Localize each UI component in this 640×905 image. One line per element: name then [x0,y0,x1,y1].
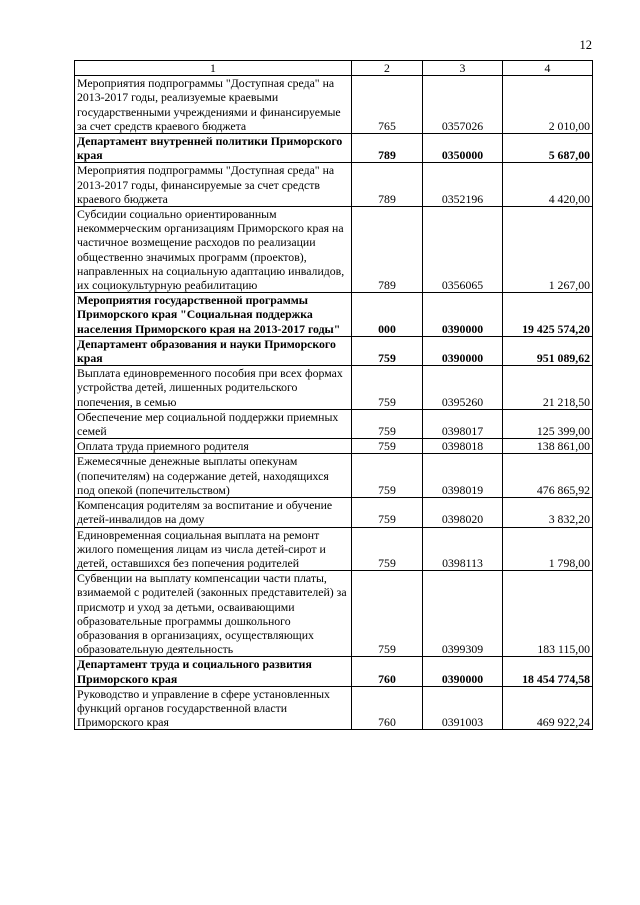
row-name-cell: Мероприятия подпрограммы "Доступная среда" на 2013-2017 годы, реализуемые краевыми государственными учреждениями и финансируемые за счет средств краевого бюджета [75,76,352,134]
row-name-cell: Департамент внутренней политики Приморского края [75,134,352,163]
row-admin-cell: 759 [352,366,423,410]
table-row [75,293,593,337]
page-number: 12 [579,38,592,52]
table-row [75,571,593,657]
row-admin-cell: 000 [352,293,423,337]
header-cell-2: 2 [352,61,423,76]
table-row [75,686,593,730]
row-code-cell: 0352196 [423,163,503,207]
row-code-cell: 0395260 [423,366,503,410]
table-row [75,454,593,498]
row-amount-cell: 1 267,00 [503,207,593,293]
row-name-cell: Оплата труда приемного родителя [75,439,352,454]
row-name-cell: Мероприятия подпрограммы "Доступная среда" на 2013-2017 годы, финансируемые за счет средств краевого бюджета [75,163,352,207]
row-name-cell: Субсидии социально ориентированным некоммерческим организациям Приморского края на частичное возмещение расходов по реализации общественно значимых программ (проектов), направленных на социальную адаптацию инвалидов, их социокультурную реабилитацию [75,207,352,293]
row-code-cell: 0398113 [423,527,503,571]
table-row [75,76,593,134]
row-admin-cell: 759 [352,527,423,571]
row-code-cell: 0398017 [423,409,503,438]
table-row [75,134,593,163]
row-amount-cell: 21 218,50 [503,366,593,410]
row-code-cell: 0399309 [423,571,503,657]
budget-table [74,60,593,730]
row-name-cell: Единовременная социальная выплата на ремонт жилого помещения лицам из числа детей-сирот и детей, оставшихся без попечения родителей [75,527,352,571]
row-name-cell: Ежемесячные денежные выплаты опекунам (попечителям) на содержание детей, находящихся под опекой (попечительством) [75,454,352,498]
row-admin-cell: 759 [352,498,423,527]
row-amount-cell: 183 115,00 [503,571,593,657]
table-row [75,409,593,438]
row-name-cell: Мероприятия государственной программы Приморского края "Социальная поддержка населения Приморского края на 2013-2017 годы" [75,293,352,337]
row-code-cell: 0398018 [423,439,503,454]
table-row [75,498,593,527]
row-amount-cell: 138 861,00 [503,439,593,454]
row-amount-cell: 2 010,00 [503,76,593,134]
row-code-cell: 0356065 [423,207,503,293]
row-admin-cell: 760 [352,686,423,730]
row-code-cell: 0350000 [423,134,503,163]
table-row [75,439,593,454]
row-code-cell: 0390000 [423,293,503,337]
header-cell-4: 4 [503,61,593,76]
row-amount-cell: 5 687,00 [503,134,593,163]
header-cell-3: 3 [423,61,503,76]
row-admin-cell: 789 [352,134,423,163]
row-amount-cell: 951 089,62 [503,336,593,365]
table-row [75,163,593,207]
row-code-cell: 0357026 [423,76,503,134]
table-header-row [75,61,593,76]
row-admin-cell: 789 [352,163,423,207]
row-admin-cell: 759 [352,571,423,657]
row-amount-cell: 3 832,20 [503,498,593,527]
row-name-cell: Департамент труда и социального развития Приморского края [75,657,352,686]
row-admin-cell: 759 [352,336,423,365]
row-code-cell: 0398020 [423,498,503,527]
row-amount-cell: 19 425 574,20 [503,293,593,337]
row-admin-cell: 759 [352,409,423,438]
row-admin-cell: 789 [352,207,423,293]
row-admin-cell: 759 [352,439,423,454]
row-code-cell: 0391003 [423,686,503,730]
row-amount-cell: 125 399,00 [503,409,593,438]
row-name-cell: Обеспечение мер социальной поддержки приемных семей [75,409,352,438]
row-admin-cell: 760 [352,657,423,686]
row-admin-cell: 765 [352,76,423,134]
row-admin-cell: 759 [352,454,423,498]
row-amount-cell: 469 922,24 [503,686,593,730]
header-cell-1: 1 [75,61,352,76]
row-name-cell: Департамент образования и науки Приморского края [75,336,352,365]
row-name-cell: Руководство и управление в сфере установленных функций органов государственной власти Приморского края [75,686,352,730]
row-code-cell: 0390000 [423,657,503,686]
row-amount-cell: 476 865,92 [503,454,593,498]
row-code-cell: 0398019 [423,454,503,498]
row-code-cell: 0390000 [423,336,503,365]
row-name-cell: Компенсация родителям за воспитание и обучение детей-инвалидов на дому [75,498,352,527]
row-amount-cell: 18 454 774,58 [503,657,593,686]
row-amount-cell: 1 798,00 [503,527,593,571]
table-row [75,527,593,571]
table-row [75,657,593,686]
table-row [75,336,593,365]
table-row [75,207,593,293]
table-row [75,366,593,410]
row-amount-cell: 4 420,00 [503,163,593,207]
row-name-cell: Выплата единовременного пособия при всех формах устройства детей, лишенных родительского попечения, в семью [75,366,352,410]
row-name-cell: Субвенции на выплату компенсации части платы, взимаемой с родителей (законных представителей) за присмотр и уход за детьми, осваивающими образовательные программы дошкольного образования в организациях, осуществляющих образовательную деятельность [75,571,352,657]
